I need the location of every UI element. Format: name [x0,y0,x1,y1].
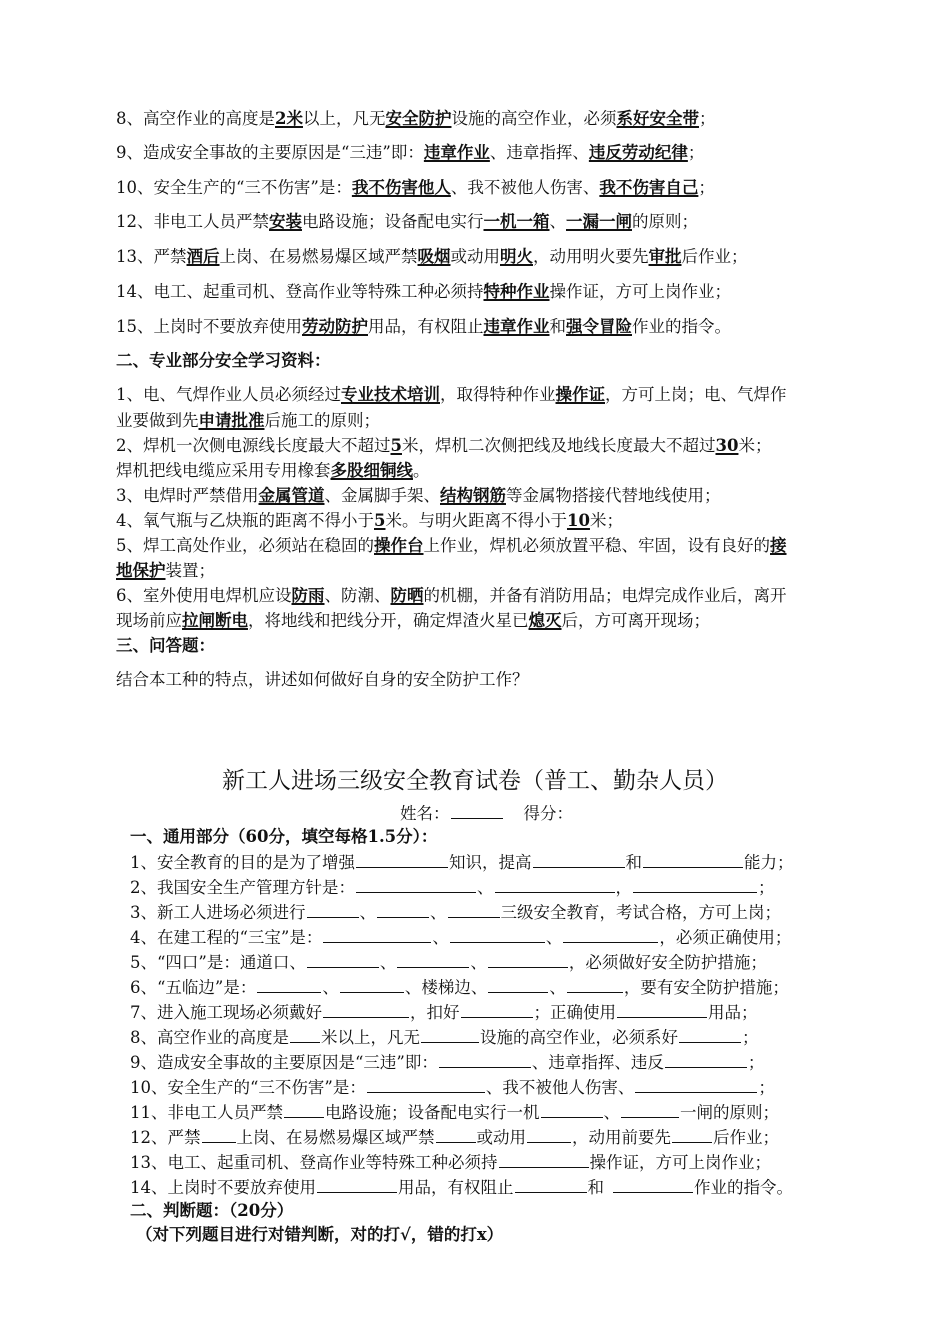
section2-para6-line2: 现场前应拉闸断电，将地线和把线分开，确定焊渣火星已熄灭后，方可离开现场； [116,611,710,630]
exam-q9: 9、造成安全事故的主要原因是“三违”即： 、违章指挥、违反 ； [130,1053,765,1072]
blank[interactable] [495,876,615,893]
blank[interactable] [439,1051,531,1068]
blank[interactable] [613,1176,693,1193]
blank[interactable] [377,901,429,918]
blank[interactable] [356,851,448,868]
blank[interactable] [436,1126,476,1143]
blank[interactable] [202,1126,236,1143]
answer-line-13: 13、严禁酒后上岗、在易燃易爆区域严禁吸烟或动用明火，动用明火要先审批后作业； [116,247,748,266]
judge-instruction: （对下列题目进行对错判断，对的打√，错的打x） [136,1225,504,1244]
blank[interactable] [340,976,404,993]
blank[interactable] [257,976,321,993]
answer-line-14: 14、电工、起重司机、登高作业等特殊工种必须持特种作业操作证，方可上岗作业； [116,282,731,301]
answer-line-9: 9、造成安全事故的主要原因是“三违”即：违章作业、违章指挥、违反劳动纪律； [116,143,705,162]
section2-para5-line2: 地保护装置； [116,561,215,580]
exam-q10: 10、安全生产的“三不伤害”是： 、我不被他人伤害、 ； [130,1078,775,1097]
section2-para1-line1: 1、电、气焊作业人员必须经过专业技术培训，取得特种作业操作证，方可上岗；电、气焊作 [116,385,787,404]
blank[interactable] [563,926,658,943]
answer-line-8: 8、高空作业的高度是2米以上，凡无安全防护设施的高空作业，必须系好安全带； [116,109,716,128]
blank[interactable] [541,1101,603,1118]
exam-q11: 11、非电工人员严禁 电路设施；设备配电实行一机 、 一闸的原则； [130,1103,779,1122]
blank[interactable] [633,876,757,893]
blank[interactable] [515,1176,587,1193]
blank[interactable] [499,1151,589,1168]
blank[interactable] [488,951,568,968]
exam-q4: 4、在建工程的“三宝”是： 、 、 ，必须正确使用； [130,928,792,947]
general-heading: 一、通用部分（60分，填空每格1.5分）： [130,827,438,846]
blank[interactable] [356,876,476,893]
blank[interactable] [621,1101,679,1118]
name-score-row: 姓名： 得分： [400,804,573,823]
blank[interactable] [397,951,469,968]
answer-line-12: 12、非电工人员严禁安装电路设施；设备配电实行一机一箱、一漏一闸的原则； [116,212,698,231]
section2-para2-line1: 2、焊机一次侧电源线长度最大不超过5米，焊机二次侧把线及地线长度最大不超过30米； [116,436,772,455]
blank[interactable] [421,1026,479,1043]
blank[interactable] [284,1101,324,1118]
blank[interactable] [323,1001,409,1018]
blank[interactable] [290,1026,320,1043]
answer-line-15: 15、上岗时不要放弃使用劳动防护用品，有权阻止违章作业和强令冒险作业的指令。 [116,317,731,336]
blank[interactable] [317,1176,397,1193]
blank[interactable] [307,951,379,968]
blank[interactable] [307,901,359,918]
blank[interactable] [665,1051,747,1068]
blank[interactable] [672,1126,712,1143]
section2-para5-line1: 5、焊工高处作业，必须站在稳固的操作台上作业，焊机必须放置平稳、牢固，设有良好的接 [116,536,787,555]
answer-line-10: 10、安全生产的“三不伤害”是：我不伤害他人、我不被他人伤害、我不伤害自己； [116,178,715,197]
exam-q12: 12、严禁 上岗、在易燃易爆区域严禁 或动用 ，动用前要先 后作业； [130,1128,779,1147]
exam-q1: 1、安全教育的目的是为了增强 知识，提高 和 能力； [130,853,794,872]
blank[interactable] [567,976,623,993]
blank[interactable] [448,901,500,918]
section3-heading: 三、问答题： [116,636,215,655]
blank[interactable] [461,1001,533,1018]
blank[interactable] [323,926,431,943]
name-blank[interactable] [451,802,503,819]
exam-q6: 6、“五临边”是： 、 、楼梯边、 、 ，要有安全防护措施； [130,978,789,997]
section2-para6-line1: 6、室外使用电焊机应设防雨、防潮、防晒的机棚，并备有消防用品；电焊完成作业后，离开 [116,586,787,605]
blank[interactable] [635,1076,757,1093]
judge-heading: 二、判断题：（20分） [130,1201,294,1220]
blank[interactable] [367,1076,485,1093]
blank[interactable] [533,851,625,868]
exam-q2: 2、我国安全生产管理方针是： 、 ， ； [130,878,775,897]
blank[interactable] [527,1126,571,1143]
exam-q8: 8、高空作业的高度是 米以上，凡无 设施的高空作业，必须系好 ； [130,1028,759,1047]
section2-para3: 3、电焊时严禁借用金属管道、金属脚手架、结构钢筋等金属物搭接代替地线使用； [116,486,721,505]
exam-q14: 14、上岗时不要放弃使用 用品，有权阻止 和 作业的指令。 [130,1178,793,1197]
exam-q5: 5、“四口”是：通道口、 、 、 ，必须做好安全防护措施； [130,953,767,972]
blank[interactable] [643,851,743,868]
section2-heading: 二、专业部分安全学习资料： [116,351,331,370]
section2-para2-line2: 焊机把线电缆应采用专用橡套多股细铜线。 [116,461,430,480]
section2-para1-line2: 业要做到先申请批准后施工的原则； [116,411,380,430]
blank[interactable] [617,1001,707,1018]
exam-q13: 13、电工、起重司机、登高作业等特殊工种必须持 操作证，方可上岗作业； [130,1153,771,1172]
blank[interactable] [488,976,548,993]
section3-question: 结合本工种的特点，讲述如何做好自身的安全防护工作？ [116,670,529,689]
exam-title: 新工人进场三级安全教育试卷（普工、勤杂人员） [222,768,728,794]
exam-q7: 7、进入施工现场必须戴好 ，扣好 ；正确使用 用品； [130,1003,758,1022]
blank[interactable] [450,926,545,943]
exam-q3: 3、新工人进场必须进行 、 、 三级安全教育，考试合格，方可上岗； [130,903,781,922]
blank[interactable] [679,1026,741,1043]
section2-para4: 4、氧气瓶与乙炔瓶的距离不得小于5米。与明火距离不得小于10米； [116,511,623,530]
